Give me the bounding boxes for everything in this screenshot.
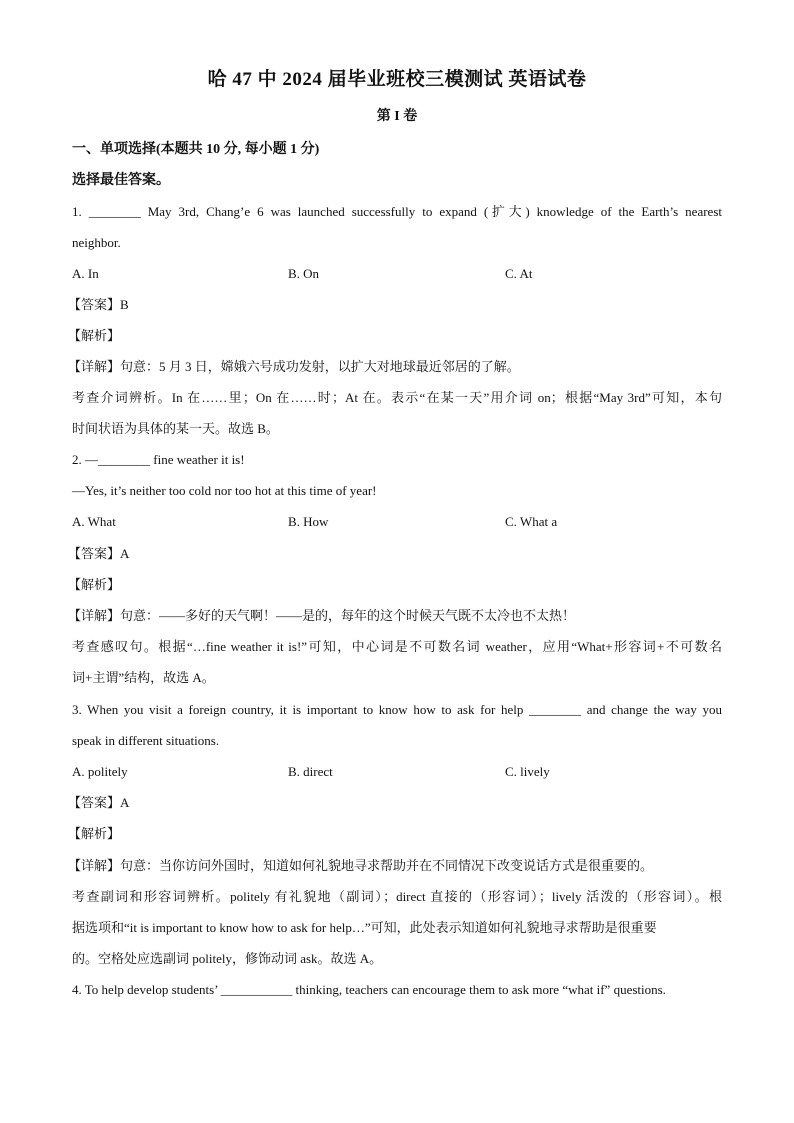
q3-stem-line1: 3. When you visit a foreign country, it is important to know how to ask for help ________ and change the way you	[72, 702, 722, 717]
q3-option-c: C. lively	[505, 764, 550, 779]
q2-stem-line2: —Yes, it’s neither too cold nor too hot at this time of year!	[72, 483, 377, 498]
q3-answer: 【答案】A	[68, 795, 130, 810]
q3-explain-line2: 据选项和“it is important to know how to ask for help…”可知，此处表示知道如何礼貌地寻求帮助是很重要	[72, 920, 657, 935]
q1-option-c: C. At	[505, 266, 533, 281]
q1-option-b: B. On	[288, 266, 320, 281]
instruction-text: 选择最佳答案。	[72, 173, 170, 188]
q3-explain-line3: 的。空格处应选副词 politely，修饰动词 ask。故选 A。	[72, 951, 383, 966]
q2-explain-line1: 考查感叹句。根据“…fine weather it is!”可知，中心词是不可数名词 weather，应用“What+形容词+不可数名	[72, 639, 722, 654]
q2-answer: 【答案】A	[68, 546, 130, 561]
q1-answer: 【答案】B	[68, 297, 129, 312]
q2-option-c: C. What a	[505, 514, 558, 529]
q1-analysis-label: 【解析】	[68, 328, 121, 343]
q4-stem-line1: 4. To help develop students’ ___________ thinking, teachers can encourage them to ask more “what if” questions.	[72, 982, 666, 997]
q1-detail: 【详解】句意：5 月 3 日，嫦娥六号成功发射，以扩大对地球最近邻居的了解。	[68, 359, 520, 374]
q3-detail: 【详解】句意：当你访问外国时，知道如何礼貌地寻求帮助并在不同情况下改变说话方式是很重要的。	[68, 858, 654, 873]
q2-option-a: A. What	[72, 514, 116, 529]
q1-option-a: A. In	[72, 266, 99, 281]
q3-stem-line2: speak in different situations.	[72, 733, 220, 748]
q1-explain-line1: 考查介词辨析。In 在……里；On 在……时；At 在。表示“在某一天”用介词 on；根据“May 3rd”可知，本句	[72, 390, 722, 405]
section-heading: 一、单项选择(本题共 10 分, 每小题 1 分)	[72, 142, 320, 157]
q2-analysis-label: 【解析】	[68, 577, 121, 592]
q1-stem-line2: neighbor.	[72, 235, 121, 250]
q2-stem-line1: 2. —________ fine weather it is!	[72, 452, 245, 467]
q2-explain-line2: 词+主谓”结构，故选 A。	[72, 670, 215, 685]
q3-option-b: B. direct	[288, 764, 333, 779]
q3-option-a: A. politely	[72, 764, 128, 779]
page-title: 哈 47 中 2024 届毕业班校三模测试 英语试卷	[207, 69, 587, 90]
q3-explain-line1: 考查副词和形容词辨析。politely 有礼貌地（副词）；direct 直接的（形容词）；lively 活泼的（形容词）。根	[72, 889, 722, 904]
q2-option-b: B. How	[288, 514, 329, 529]
page-subtitle: 第 I 卷	[376, 109, 418, 124]
q3-analysis-label: 【解析】	[68, 826, 121, 841]
q1-explain-line2: 时间状语为具体的某一天。故选 B。	[72, 421, 279, 436]
q2-detail: 【详解】句意：——多好的天气啊！——是的，每年的这个时候天气既不太冷也不太热！	[68, 608, 576, 623]
q1-stem-line1: 1. ________ May 3rd, Chang’e 6 was launched successfully to expand (扩大) knowledge of the Earth’s nearest	[72, 204, 722, 219]
